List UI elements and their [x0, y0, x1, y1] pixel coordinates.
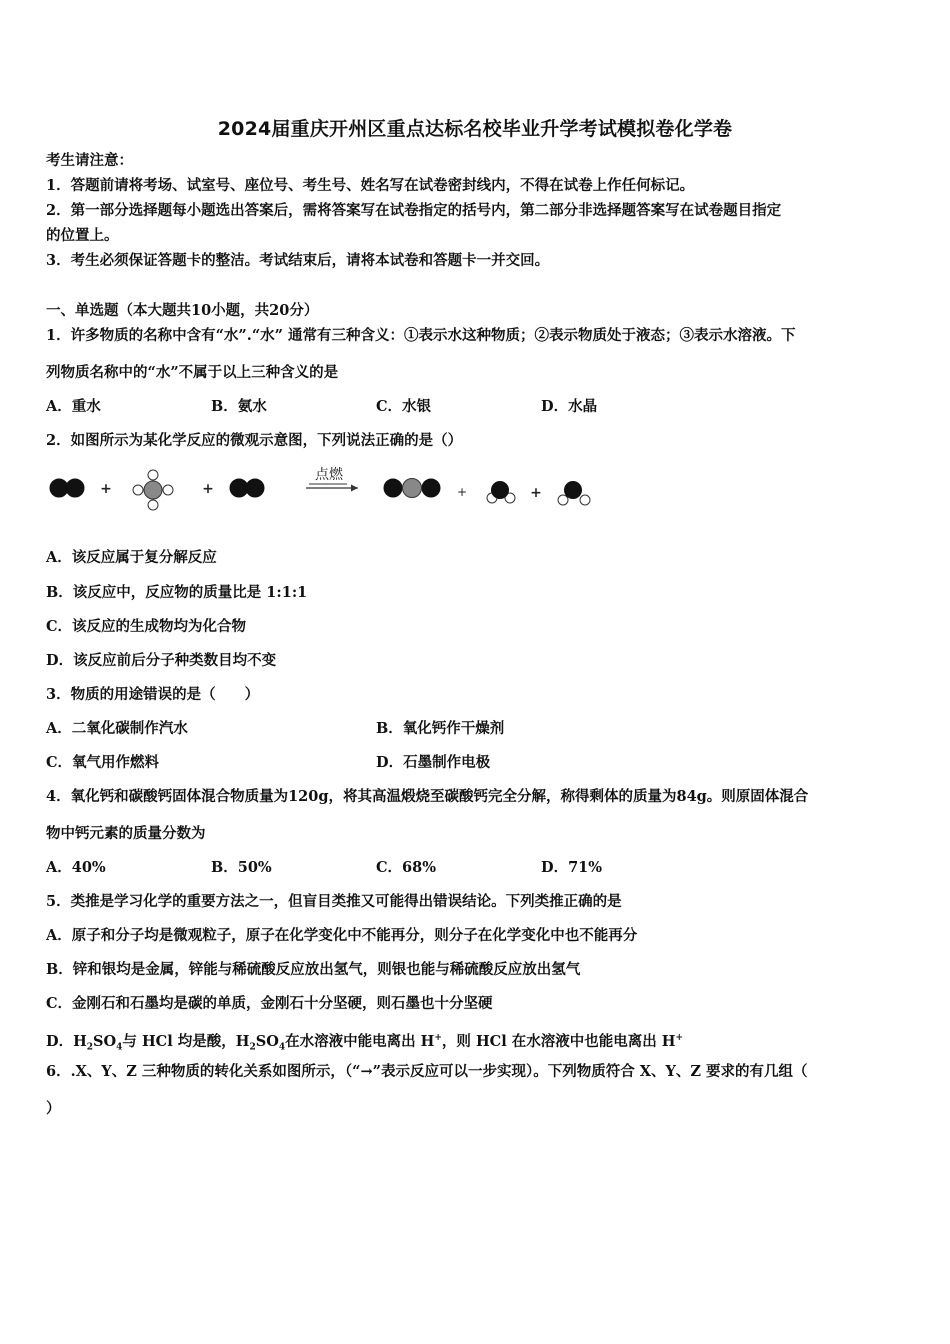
q2-option-c: C．该反应的生成物均为化合物	[46, 618, 247, 635]
q1-stem-line2: 列物质名称中的“水”不属于以上三种含义的是	[46, 364, 339, 381]
q3-option-d: D．石墨制作电极	[376, 754, 491, 771]
q3-stem: 3．物质的用途错误的是（ ）	[46, 686, 260, 703]
section-heading: 一、单选题（本大题共10小题，共20分）	[46, 302, 319, 319]
q3-option-b: B．氧化钙作干燥剂	[376, 720, 505, 737]
atom-white-icon	[580, 495, 590, 505]
notice-item: 3．考生必须保证答题卡的整洁。考试结束后，请将本试卷和答题卡一并交回。	[46, 252, 550, 269]
reaction-diagram	[40, 462, 610, 514]
notice-item: 1．答题前请将考场、试室号、座位号、考生号、姓名写在试卷密封线内，不得在试卷上作任何标记。	[46, 177, 695, 194]
q1-option-c: C．水银	[376, 398, 432, 415]
q4-option-d: D．71%	[541, 859, 603, 876]
q2-stem: 2．如图所示为某化学反应的微观示意图，下列说法正确的是（）	[46, 432, 463, 449]
atom-white-icon	[148, 470, 158, 480]
atom-white-icon	[148, 500, 158, 510]
q2-option-b: B．该反应中，反应物的质量比是 1:1:1	[46, 584, 308, 601]
q4-option-a: A．40%	[46, 859, 106, 876]
q1-option-d: D．水晶	[541, 398, 598, 415]
atom-black-icon	[66, 479, 84, 497]
atom-grey-icon	[403, 479, 422, 498]
reaction-condition: 点燃	[315, 467, 343, 483]
plus-sign: +	[530, 485, 542, 501]
q2-option-d: D．该反应前后分子种类数目均不变	[46, 652, 277, 669]
q6-stem-line2: ）	[46, 1100, 61, 1117]
q1-stem-line1: 1．许多物质的名称中含有“水”.“水” 通常有三种含义：①表示水这种物质；②表示物质处于液态；③表示水溶液。下	[46, 327, 796, 344]
q5-option-d: D．$H_2SO_4$与 HCl 均是酸，$H_2SO_4$在水溶液中能电离出 H+，则 HCl 在水溶液中也能电离出 H+	[46, 1032, 684, 1053]
atom-white-icon	[133, 485, 143, 495]
atom-black-icon	[246, 479, 264, 497]
q4-stem-line2: 物中钙元素的质量分数为	[46, 825, 206, 842]
q3-option-a: A．二氧化碳制作汽水	[46, 720, 188, 737]
atom-black-icon	[384, 479, 402, 497]
atom-black-icon	[230, 479, 248, 497]
q6-stem-line1: 6．.X、Y、Z 三种物质的转化关系如图所示，（“→”表示反应可以一步实现）。下列物质符合 X、Y、Z 要求的有几组（	[46, 1063, 808, 1080]
atom-black-icon	[565, 482, 582, 499]
q3-option-c: C．氧气用作燃料	[46, 754, 160, 771]
q5-option-a: A．原子和分子均是微观粒子，原子在化学变化中不能再分，则分子在化学变化中也不能再分	[46, 927, 638, 944]
q4-option-b: B．50%	[211, 859, 272, 876]
q4-option-c: C．68%	[376, 859, 436, 876]
plus-sign: +	[100, 481, 112, 497]
q2-option-a: A．该反应属于复分解反应	[46, 549, 217, 566]
atom-white-icon	[163, 485, 173, 495]
notice-item: 2．第一部分选择题每小题选出答案后，需将答案写在试卷指定的括号内，第二部分非选择题答案写在试卷题目指定	[46, 202, 782, 219]
atom-white-icon	[558, 495, 568, 505]
atom-black-icon	[492, 482, 509, 499]
notice-item: 的位置上。	[46, 227, 119, 244]
q4-stem-line1: 4．氧化钙和碳酸钙固体混合物质量为120g，将其高温煅烧至碳酸钙完全分解，称得剩体的质量为84g。则原固体混合	[46, 788, 809, 805]
q5-option-b: B．锌和银均是金属，锌能与稀硫酸反应放出氢气，则银也能与稀硫酸反应放出氢气	[46, 961, 581, 978]
q1-option-a: A．重水	[46, 398, 101, 415]
page-title: 2024届重庆开州区重点达标名校毕业升学考试模拟卷化学卷	[217, 118, 733, 140]
atom-black-icon	[50, 479, 68, 497]
q5-stem: 5．类推是学习化学的重要方法之一，但盲目类推又可能得出错误结论。下列类推正确的是	[46, 893, 622, 910]
plus-sign: +	[456, 485, 468, 499]
q5-option-c: C．金刚石和石墨均是碳的单质，金刚石十分坚硬，则石墨也十分坚硬	[46, 995, 493, 1012]
arrow-head-icon	[351, 485, 358, 492]
plus-sign: +	[202, 481, 214, 497]
q1-option-b: B．氨水	[211, 398, 267, 415]
notice-heading: 考生请注意：	[46, 152, 133, 169]
atom-black-icon	[422, 479, 440, 497]
atom-grey-icon	[144, 481, 162, 499]
